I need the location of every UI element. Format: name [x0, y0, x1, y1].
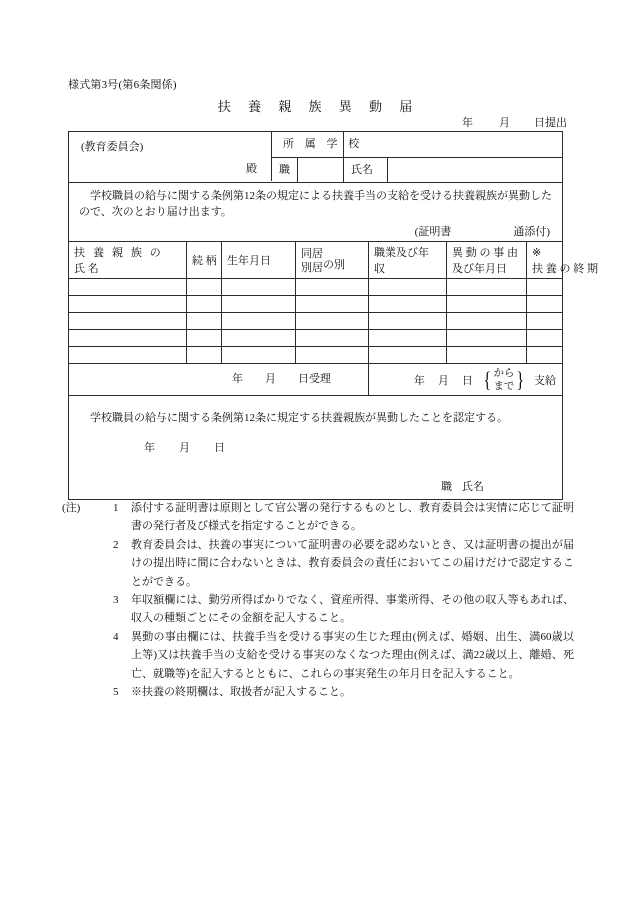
- payment-month-label: 月: [437, 374, 449, 387]
- certification-text: 学校職員の給与に関する条例第12条に規定する扶養親族が異動したことを認定する。: [90, 412, 508, 424]
- notes-section: [62, 499, 574, 701]
- header-residence-suffix: の別: [323, 258, 345, 271]
- honorific-label: 殿: [246, 163, 257, 175]
- cell-support-end[interactable]: [527, 279, 562, 295]
- name-label: 氏名: [344, 158, 388, 182]
- cell-support-end[interactable]: [527, 313, 562, 329]
- payment-from-label: から: [493, 367, 515, 379]
- statement-text: 学校職員の給与に関する条例第12条の規定による扶養手当の支給を受ける扶養親族が異動したので、次のとおり届け出ます。: [79, 190, 552, 218]
- header-dependent-name: [69, 242, 187, 278]
- certification-row: [69, 396, 562, 499]
- post-label: 職: [272, 158, 298, 182]
- certificate-open-label: (証明書: [414, 226, 452, 238]
- certification-month-label: 月: [179, 442, 190, 454]
- header-birthdate-label: 生年月日: [227, 255, 271, 267]
- school-label: 所 属 学 校: [272, 132, 344, 157]
- certification-signature[interactable]: [441, 478, 484, 494]
- header-support-end-label: 扶 養 の 終 期: [532, 263, 598, 275]
- receipt-cell[interactable]: [69, 364, 369, 395]
- payment-date: [414, 372, 473, 388]
- table-row: [69, 313, 562, 330]
- note-text: 添付する証明書は原則として官公署の発行するものとし、教育委員会は実情に応じて証明書の発行者及び様式を指定することができる。: [131, 502, 574, 533]
- cell-change-reason[interactable]: [447, 347, 527, 363]
- brace-close-icon: }: [516, 366, 525, 392]
- submit-year-label: 年: [462, 117, 473, 129]
- cell-birthdate[interactable]: [222, 347, 296, 363]
- note-number: 3: [113, 594, 119, 607]
- header-relationship: [187, 242, 222, 278]
- cell-dependent-name[interactable]: [69, 296, 187, 312]
- header-residence-stack: [301, 244, 364, 278]
- cell-dependent-name[interactable]: [69, 330, 187, 346]
- payment-range-labels: [492, 367, 515, 393]
- cell-relationship[interactable]: [187, 330, 222, 346]
- cell-change-reason[interactable]: [447, 296, 527, 312]
- certification-date[interactable]: [144, 439, 225, 455]
- note-number: 4: [113, 630, 119, 643]
- cell-residence-type[interactable]: [296, 296, 369, 312]
- payment-range-brace-group: [482, 367, 526, 393]
- addressee-row: [69, 132, 562, 183]
- cell-residence-type[interactable]: [296, 330, 369, 346]
- header-name-right: 名: [87, 263, 99, 275]
- school-line: [272, 132, 562, 158]
- certification-post-label: 職: [441, 481, 452, 493]
- committee-label: (教育委員会): [81, 141, 144, 153]
- cell-occupation-income[interactable]: [369, 279, 447, 295]
- statement-row: [69, 183, 562, 222]
- header-occupation-line2: 収: [374, 263, 385, 275]
- cell-residence-type[interactable]: [296, 279, 369, 295]
- cell-support-end[interactable]: [527, 330, 562, 346]
- header-change-reason-line1: 異 動 の 事 由: [452, 247, 518, 259]
- cell-change-reason[interactable]: [447, 313, 527, 329]
- note-number: 5: [113, 686, 119, 699]
- cell-relationship[interactable]: [187, 279, 222, 295]
- applicant-block: [272, 132, 562, 182]
- cell-change-reason[interactable]: [447, 330, 527, 346]
- cell-relationship[interactable]: [187, 313, 222, 329]
- payment-day-label: 日: [461, 374, 473, 387]
- notes-marker: (注): [62, 502, 81, 514]
- note-text: 異動の事由欄には、扶養手当を受ける事実の生じた理由(例えば、婚姻、出生、満60歳以上等)又は扶養手当の支給を受ける事実のなくなつた理由(例えば、満22歳以上、離婚、死亡、就職等)を記入するとともに、これらの事実発生の年月日を記入すること。: [131, 630, 574, 680]
- cell-dependent-name[interactable]: [69, 347, 187, 363]
- addressee-cell: [69, 132, 272, 181]
- note-item: [62, 591, 574, 628]
- cell-support-end[interactable]: [527, 296, 562, 312]
- note-item: [62, 683, 574, 701]
- payment-year-label: 年: [413, 374, 425, 387]
- note-item: [62, 628, 574, 683]
- payment-to-label: まで: [493, 380, 515, 392]
- post-name-line: [272, 158, 562, 182]
- cell-relationship[interactable]: [187, 296, 222, 312]
- cell-birthdate[interactable]: [222, 296, 296, 312]
- note-number: 2: [113, 538, 119, 551]
- header-residence-top: 同居: [301, 248, 323, 260]
- receipt-payment-row: [69, 364, 562, 396]
- header-relationship-label: 続 柄: [192, 255, 217, 267]
- cell-change-reason[interactable]: [447, 279, 527, 295]
- certificate-close-label: 通添付): [513, 226, 550, 238]
- certification-box: [69, 396, 562, 499]
- table-row: [69, 330, 562, 347]
- header-birthdate: [222, 242, 296, 278]
- cell-occupation-income[interactable]: [369, 330, 447, 346]
- header-support-end: [527, 242, 598, 278]
- header-residence-type: [296, 242, 369, 278]
- receipt-month-label: 月: [265, 373, 276, 385]
- cell-occupation-income[interactable]: [369, 313, 447, 329]
- cell-dependent-name[interactable]: [69, 313, 187, 329]
- certification-name-label: 氏名: [462, 481, 484, 493]
- cell-birthdate[interactable]: [222, 330, 296, 346]
- receipt-day-label: 日受理: [298, 373, 331, 385]
- document-title: 扶 養 親 族 異 動 届: [217, 99, 420, 114]
- form-frame: [68, 131, 598, 500]
- header-name-left: 氏: [74, 263, 85, 275]
- header-residence-bottom: 別居: [301, 262, 323, 274]
- receipt-year-label: 年: [232, 373, 243, 385]
- note-text: 教育委員会は、扶養の事実について証明書の必要を認めないとき、又は証明書の提出が届けの提出時に間に合わないときは、教育委員会の責任においてこの届けだけで認定することができる。: [131, 538, 574, 588]
- table-header-row: [69, 242, 598, 279]
- note-item: [62, 499, 574, 536]
- table-row: [69, 347, 562, 364]
- header-occupation-line1: 職業及び年: [374, 247, 429, 259]
- certificate-attachment-row: [69, 222, 562, 242]
- header-occupation-income: [369, 242, 447, 278]
- header-residence-pair: [301, 247, 323, 275]
- table-row: [69, 296, 562, 313]
- cell-occupation-income[interactable]: [369, 296, 447, 312]
- table-row: [69, 279, 562, 296]
- submit-day-label: 日提出: [534, 117, 567, 129]
- header-dependent-name-line2: [74, 261, 182, 277]
- cell-residence-type[interactable]: [296, 347, 369, 363]
- payment-cell[interactable]: [369, 364, 562, 395]
- note-item: [62, 536, 574, 591]
- header-change-reason-line2: 及び年月日: [452, 263, 507, 275]
- note-text: 年収額欄には、勤労所得ばかりでなく、資産所得、事業所得、その他の収入等もあれば、収入の種類ごとにその金額を記入すること。: [131, 594, 574, 625]
- post-input[interactable]: [298, 158, 344, 182]
- certificate-attachment-cell: [69, 222, 562, 241]
- cell-residence-type[interactable]: [296, 313, 369, 329]
- note-number: 1: [113, 502, 119, 514]
- header-change-reason: [447, 242, 527, 278]
- note-text: ※扶養の終期欄は、取扱者が記入すること。: [131, 686, 351, 699]
- header-support-end-marker: ※: [532, 247, 542, 259]
- form-code: 様式第3号(第6条関係): [68, 79, 177, 91]
- cell-support-end[interactable]: [527, 347, 562, 363]
- school-input[interactable]: [344, 132, 562, 157]
- submission-date-line: [462, 114, 567, 130]
- cell-birthdate[interactable]: [222, 313, 296, 329]
- certification-year-label: 年: [144, 442, 155, 454]
- cell-birthdate[interactable]: [222, 279, 296, 295]
- brace-open-icon: {: [483, 366, 491, 392]
- statement-cell: [69, 183, 562, 222]
- submit-month-label: 月: [499, 117, 510, 129]
- header-dependent-name-line1: 扶 養 親 族 の: [74, 247, 164, 259]
- payment-label: 支給: [534, 374, 556, 387]
- cell-dependent-name[interactable]: [69, 279, 187, 295]
- cell-occupation-income[interactable]: [369, 347, 447, 363]
- cell-relationship[interactable]: [187, 347, 222, 363]
- name-input[interactable]: [388, 158, 562, 182]
- certification-day-label: 日: [214, 442, 225, 454]
